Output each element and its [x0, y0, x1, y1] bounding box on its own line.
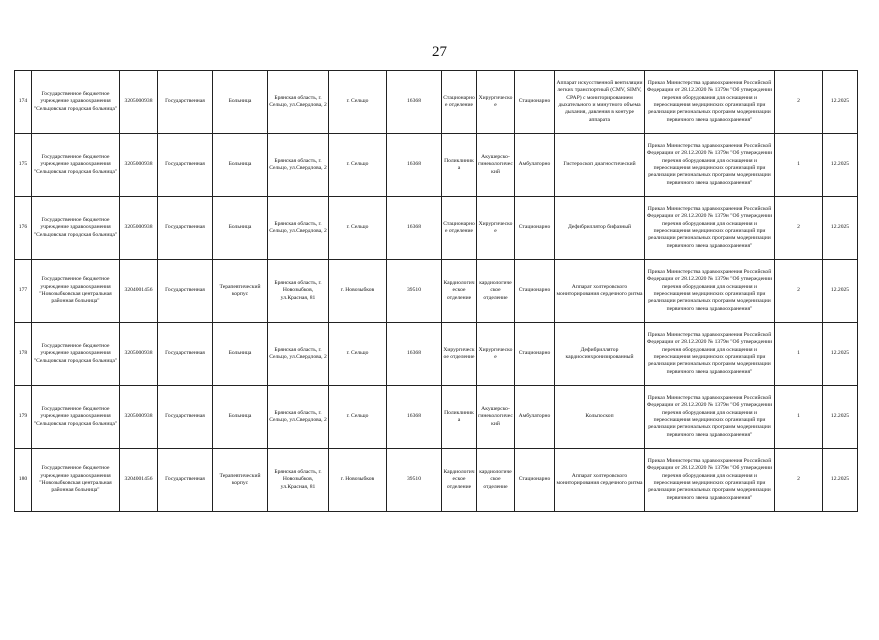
cell-row-number: 178	[15, 323, 32, 386]
cell-delivery-date: 12.2025	[823, 260, 858, 323]
page-number: 27	[432, 44, 447, 60]
cell-organization: Государственное бюджетное учреждение здравоохранения "Новозыбковская центральная районная больница"	[32, 260, 120, 323]
cell-department: Поликлиника	[442, 386, 477, 449]
cell-department: Хирургическое отделение	[442, 323, 477, 386]
cell-building: Больница	[213, 323, 268, 386]
cell-city: г. Сельцо	[329, 71, 387, 134]
cell-okato: 39510	[387, 449, 442, 512]
cell-equipment-name: Гистероскоп диагностический	[555, 134, 645, 197]
cell-organization: Государственное бюджетное учреждение здравоохранения "Сельцовская городская больница"	[32, 197, 120, 260]
cell-department: Стационарное отделение	[442, 197, 477, 260]
cell-profile: Акушерско-гинекологический	[477, 134, 515, 197]
cell-quantity: 1	[775, 323, 823, 386]
cell-address: Брянская область, г. Новозыбков, ул.Красная, 81	[268, 260, 329, 323]
cell-quantity: 2	[775, 197, 823, 260]
cell-address: Брянская область, г. Сельцо, ул.Свердлова, 2	[268, 386, 329, 449]
cell-quantity: 1	[775, 134, 823, 197]
cell-building: Больница	[213, 386, 268, 449]
cell-care-form: Амбулаторно	[515, 134, 555, 197]
cell-organization: Государственное бюджетное учреждение здравоохранения "Сельцовская городская больница"	[32, 134, 120, 197]
cell-okato: 16368	[387, 386, 442, 449]
cell-okato: 16368	[387, 134, 442, 197]
cell-organization: Государственное бюджетное учреждение здравоохранения "Новозыбковская центральная районная больница"	[32, 449, 120, 512]
cell-ownership: Государственная	[158, 386, 213, 449]
cell-address: Брянская область, г. Сельцо, ул.Свердлова, 2	[268, 134, 329, 197]
cell-delivery-date: 12.2025	[823, 323, 858, 386]
cell-inn: 3205000938	[120, 71, 158, 134]
table-row	[15, 260, 858, 323]
cell-care-form: Стационарно	[515, 449, 555, 512]
cell-quantity: 2	[775, 71, 823, 134]
cell-organization: Государственное бюджетное учреждение здравоохранения "Сельцовская городская больница"	[32, 71, 120, 134]
cell-okato: 16368	[387, 197, 442, 260]
cell-city: г. Сельцо	[329, 386, 387, 449]
cell-profile: Хирургическое	[477, 197, 515, 260]
cell-legal-basis: Приказ Министерства здравоохранения Российской Федерации от 28.12.2020 № 1379н "Об утверждении перечня оборудования для оснащения и переоснащения медицинских организаций при реализации региональных программ модернизации первичного звена здравоохранения"	[645, 386, 775, 449]
cell-row-number: 174	[15, 71, 32, 134]
cell-department: Кардиологическое отделение	[442, 449, 477, 512]
cell-okato: 16368	[387, 323, 442, 386]
cell-organization: Государственное бюджетное учреждение здравоохранения "Сельцовская городская больница"	[32, 323, 120, 386]
cell-building: Больница	[213, 197, 268, 260]
cell-delivery-date: 12.2025	[823, 449, 858, 512]
cell-row-number: 176	[15, 197, 32, 260]
cell-row-number: 177	[15, 260, 32, 323]
cell-ownership: Государственная	[158, 197, 213, 260]
cell-legal-basis: Приказ Министерства здравоохранения Российской Федерации от 28.12.2020 № 1379н "Об утверждении перечня оборудования для оснащения и переоснащения медицинских организаций при реализации региональных программ модернизации первичного звена здравоохранения"	[645, 260, 775, 323]
table-row	[15, 449, 858, 512]
cell-delivery-date: 12.2025	[823, 197, 858, 260]
cell-inn: 3205000938	[120, 134, 158, 197]
cell-city: г. Сельцо	[329, 197, 387, 260]
cell-city: г. Новозыбков	[329, 260, 387, 323]
cell-inn: 3205000938	[120, 323, 158, 386]
table-body	[15, 71, 858, 512]
table-row	[15, 134, 858, 197]
cell-profile: Хирургическое	[477, 323, 515, 386]
cell-care-form: Стационарно	[515, 197, 555, 260]
cell-department: Поликлиника	[442, 134, 477, 197]
cell-okato: 39510	[387, 260, 442, 323]
cell-equipment-name: Аппарат холтеровского мониторирования сердечного ритма	[555, 449, 645, 512]
cell-row-number: 180	[15, 449, 32, 512]
table-row	[15, 386, 858, 449]
cell-okato: 16368	[387, 71, 442, 134]
cell-address: Брянская область, г. Сельцо, ул.Свердлова, 2	[268, 323, 329, 386]
cell-ownership: Государственная	[158, 134, 213, 197]
cell-quantity: 2	[775, 260, 823, 323]
cell-quantity: 1	[775, 386, 823, 449]
equipment-table	[14, 70, 858, 512]
cell-legal-basis: Приказ Министерства здравоохранения Российской Федерации от 28.12.2020 № 1379н "Об утверждении перечня оборудования для оснащения и переоснащения медицинских организаций при реализации региональных программ модернизации первичного звена здравоохранения"	[645, 197, 775, 260]
cell-department: Стационарное отделение	[442, 71, 477, 134]
cell-address: Брянская область, г. Сельцо, ул.Свердлова, 2	[268, 197, 329, 260]
cell-building: Больница	[213, 134, 268, 197]
cell-address: Брянская область, г. Сельцо, ул.Свердлова, 2	[268, 71, 329, 134]
cell-building: Терапевтический корпус	[213, 260, 268, 323]
cell-equipment-name: Дефибриллятор бифазный	[555, 197, 645, 260]
cell-care-form: Стационарно	[515, 71, 555, 134]
cell-organization: Государственное бюджетное учреждение здравоохранения "Сельцовская городская больница"	[32, 386, 120, 449]
cell-ownership: Государственная	[158, 260, 213, 323]
table-row	[15, 197, 858, 260]
cell-inn: 3204001456	[120, 449, 158, 512]
table-row	[15, 71, 858, 134]
cell-profile: кардиологическое отделение	[477, 449, 515, 512]
cell-city: г. Сельцо	[329, 134, 387, 197]
cell-building: Терапевтический корпус	[213, 449, 268, 512]
cell-ownership: Государственная	[158, 449, 213, 512]
table-row	[15, 323, 858, 386]
cell-city: г. Новозыбков	[329, 449, 387, 512]
cell-equipment-name: Аппарат искусственной вентиляции легких транспортный (CMV, SIMV, CPAP) с мониторированием дыхательного и минутного объема дыхания, давления в контуре аппарата	[555, 71, 645, 134]
cell-delivery-date: 12.2025	[823, 386, 858, 449]
cell-equipment-name: Дефибриллятор кардиосинхронизированный	[555, 323, 645, 386]
cell-delivery-date: 12.2025	[823, 71, 858, 134]
cell-care-form: Амбулаторно	[515, 386, 555, 449]
cell-profile: Хирургическое	[477, 71, 515, 134]
cell-equipment-name: Кольпоскоп	[555, 386, 645, 449]
cell-legal-basis: Приказ Министерства здравоохранения Российской Федерации от 28.12.2020 № 1379н "Об утверждении перечня оборудования для оснащения и переоснащения медицинских организаций при реализации региональных программ модернизации первичного звена здравоохранения"	[645, 449, 775, 512]
cell-quantity: 2	[775, 449, 823, 512]
cell-department: Кардиологическое отделение	[442, 260, 477, 323]
cell-profile: Акушерско-гинекологический	[477, 386, 515, 449]
cell-city: г. Сельцо	[329, 323, 387, 386]
cell-legal-basis: Приказ Министерства здравоохранения Российской Федерации от 28.12.2020 № 1379н "Об утверждении перечня оборудования для оснащения и переоснащения медицинских организаций при реализации региональных программ модернизации первичного звена здравоохранения"	[645, 134, 775, 197]
cell-care-form: Стационарно	[515, 260, 555, 323]
cell-building: Больница	[213, 71, 268, 134]
cell-row-number: 179	[15, 386, 32, 449]
cell-legal-basis: Приказ Министерства здравоохранения Российской Федерации от 28.12.2020 № 1379н "Об утверждении перечня оборудования для оснащения и переоснащения медицинских организаций при реализации региональных программ модернизации первичного звена здравоохранения"	[645, 71, 775, 134]
cell-address: Брянская область, г. Новозыбков, ул.Красная, 81	[268, 449, 329, 512]
cell-ownership: Государственная	[158, 323, 213, 386]
cell-ownership: Государственная	[158, 71, 213, 134]
cell-row-number: 175	[15, 134, 32, 197]
cell-equipment-name: Аппарат холтеровского мониторирования сердечного ритма	[555, 260, 645, 323]
cell-legal-basis: Приказ Министерства здравоохранения Российской Федерации от 28.12.2020 № 1379н "Об утверждении перечня оборудования для оснащения и переоснащения медицинских организаций при реализации региональных программ модернизации первичного звена здравоохранения"	[645, 323, 775, 386]
cell-profile: кардиологическое отделение	[477, 260, 515, 323]
cell-inn: 3204001456	[120, 260, 158, 323]
cell-inn: 3205000938	[120, 197, 158, 260]
cell-delivery-date: 12.2025	[823, 134, 858, 197]
cell-care-form: Стационарно	[515, 323, 555, 386]
cell-inn: 3205000938	[120, 386, 158, 449]
